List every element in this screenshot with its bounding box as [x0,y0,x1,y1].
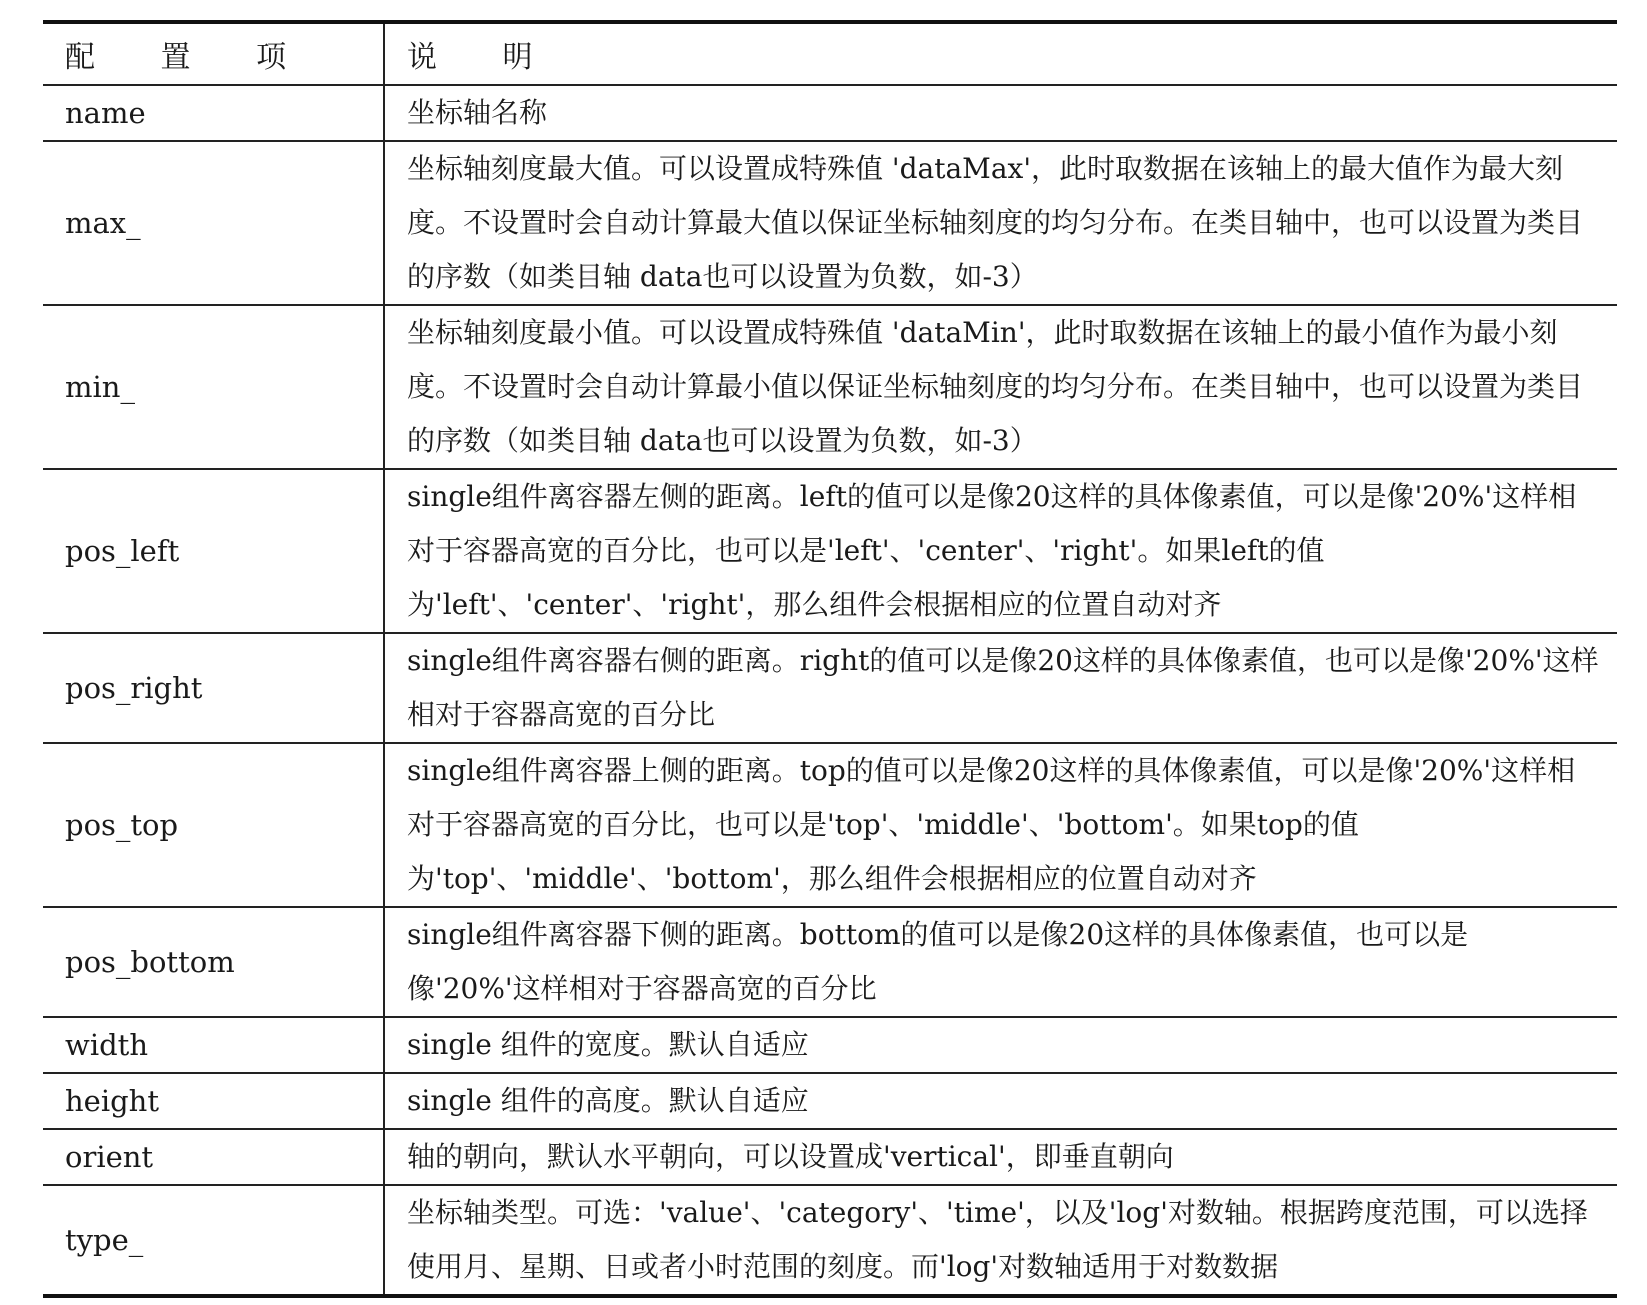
table-row [43,633,1617,743]
table-row [43,743,1617,907]
config-desc-cell: single组件离容器右侧的距离。right的值可以是像20这样的具体像素值，也可以是像'20%'这样相对于容器高宽的百分比 [384,633,1617,743]
header-description: 说 明 [384,22,1617,85]
config-name-cell: min_ [43,305,384,469]
config-name-cell: pos_left [43,469,384,633]
table-row [43,469,1617,633]
table-row [43,1185,1617,1296]
config-desc-cell: single组件离容器下侧的距离。bottom的值可以是像20这样的具体像素值，也可以是像'20%'这样相对于容器高宽的百分比 [384,907,1617,1017]
config-desc-cell: single 组件的宽度。默认自适应 [384,1017,1617,1073]
config-name-cell: pos_bottom [43,907,384,1017]
table-row [43,85,1617,141]
header-config-item: 配 置 项 [43,22,384,85]
config-name-cell: pos_right [43,633,384,743]
config-name-cell: orient [43,1129,384,1185]
config-desc-cell: 坐标轴刻度最大值。可以设置成特殊值 'dataMax'，此时取数据在该轴上的最大值作为最大刻度。不设置时会自动计算最大值以保证坐标轴刻度的均匀分布。在类目轴中，也可以设置为类目的序数（如类目轴 data也可以设置为负数，如-3） [384,141,1617,305]
config-desc-cell: single 组件的高度。默认自适应 [384,1073,1617,1129]
config-name-cell: pos_top [43,743,384,907]
config-name-cell: max_ [43,141,384,305]
table-row [43,1073,1617,1129]
config-desc-cell: 轴的朝向，默认水平朝向，可以设置成'vertical'，即垂直朝向 [384,1129,1617,1185]
config-desc-cell: 坐标轴名称 [384,85,1617,141]
config-desc-cell: 坐标轴刻度最小值。可以设置成特殊值 'dataMin'，此时取数据在该轴上的最小值作为最小刻度。不设置时会自动计算最小值以保证坐标轴刻度的均匀分布。在类目轴中，也可以设置为类目的序数（如类目轴 data也可以设置为负数，如-3） [384,305,1617,469]
table-row [43,1017,1617,1073]
table-row [43,907,1617,1017]
config-name-cell: name [43,85,384,141]
table-header-row [43,22,1617,85]
config-desc-cell: single组件离容器左侧的距离。left的值可以是像20这样的具体像素值，可以是像'20%'这样相对于容器高宽的百分比，也可以是'left'、'center'、'right'。如果left的值为'left'、'center'、'right'，那么组件会根据相应的位置自动对齐 [384,469,1617,633]
config-name-cell: width [43,1017,384,1073]
table-row [43,1129,1617,1185]
config-name-cell: type_ [43,1185,384,1296]
config-desc-cell: single组件离容器上侧的距离。top的值可以是像20这样的具体像素值，可以是像'20%'这样相对于容器高宽的百分比，也可以是'top'、'middle'、'bottom'。如果top的值为'top'、'middle'、'bottom'，那么组件会根据相应的位置自动对齐 [384,743,1617,907]
config-table [43,20,1617,1298]
config-desc-cell: 坐标轴类型。可选：'value'、'category'、'time'，以及'log'对数轴。根据跨度范围，可以选择使用月、星期、日或者小时范围的刻度。而'log'对数轴适用于对数数据 [384,1185,1617,1296]
config-name-cell: height [43,1073,384,1129]
table-row [43,141,1617,305]
table-row [43,305,1617,469]
